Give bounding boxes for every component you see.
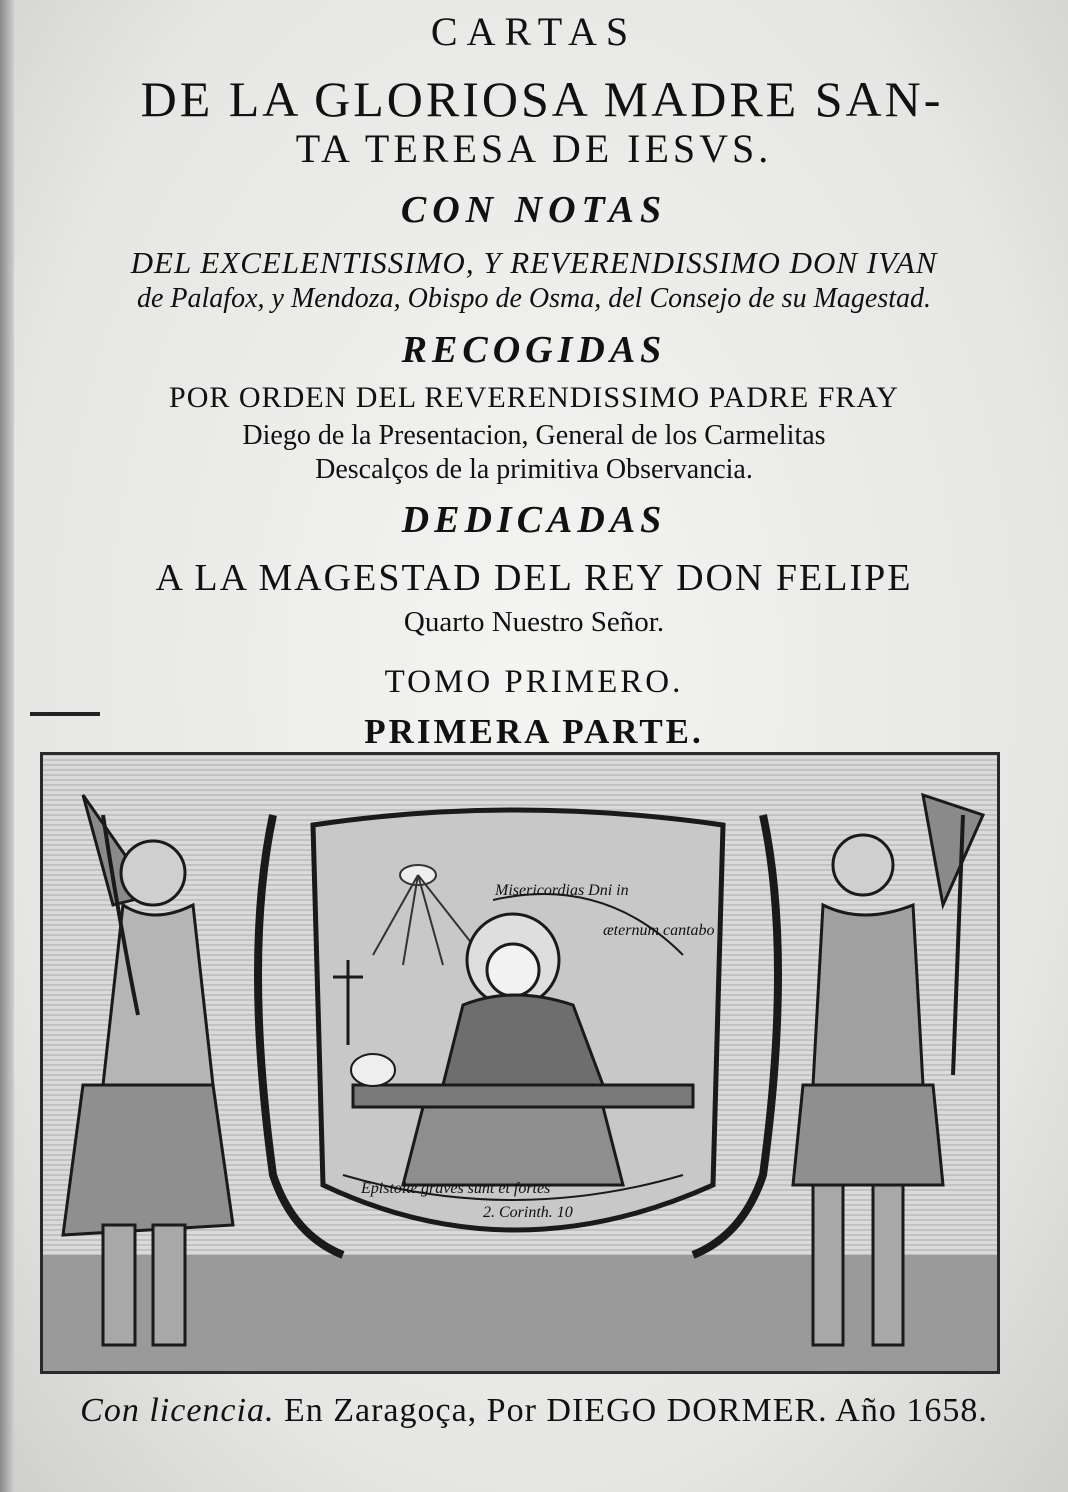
imprint-place: En Zaragoça, Por: [283, 1392, 537, 1429]
heading-con-notas: CON NOTAS: [400, 189, 668, 231]
imprint-printer: DIEGO DORMER.: [546, 1392, 828, 1429]
imprint-license: Con licencia.: [80, 1392, 275, 1429]
imprint-line: [0, 1392, 1068, 1430]
part-label: PRIMERA PARTE.: [364, 712, 704, 751]
banner-text-reference: 2. Corinth. 10: [483, 1204, 573, 1221]
engraving-illustration: [40, 752, 1000, 1374]
skull: [351, 1054, 395, 1086]
collector-line-3: Descalços de la primitiva Observancia.: [315, 454, 753, 485]
annotator-line-1: DEL EXCELENTISSIMO, Y REVERENDISSIMO DON IVAN: [130, 245, 938, 280]
heading-dedicadas: DEDICADAS: [401, 499, 667, 541]
collector-line-2: Diego de la Presentacion, General de los Carmelitas: [242, 420, 826, 451]
annotator-line-2: de Palafox, y Mendoza, Obispo de Osma, del Consejo de su Magestad.: [137, 283, 931, 314]
engraving-artwork: [43, 755, 997, 1371]
title-line-3: TA TERESA DE IESVS.: [295, 126, 773, 171]
banner-text-left: Misericordias Dni in: [495, 882, 629, 899]
banner-text-bottom: Epistolæ graves sunt et fortes: [361, 1180, 551, 1197]
dedication-line-1: A LA MAGESTAD DEL REY DON FELIPE: [155, 557, 913, 599]
heading-recogidas: RECOGIDAS: [401, 329, 667, 371]
banner-text-right: æternum cantabo: [603, 922, 715, 939]
dedication-line-2: Quarto Nuestro Señor.: [403, 606, 665, 638]
collector-line-1: POR ORDEN DEL REVERENDISSIMO PADRE FRAY: [169, 381, 899, 414]
volume-label: TOMO PRIMERO.: [384, 664, 684, 700]
imprint-year: Año 1658.: [835, 1392, 988, 1429]
title-line-2: DE LA GLORIOSA MADRE SAN-: [140, 71, 944, 127]
title-cartas: CARTAS: [430, 9, 638, 54]
